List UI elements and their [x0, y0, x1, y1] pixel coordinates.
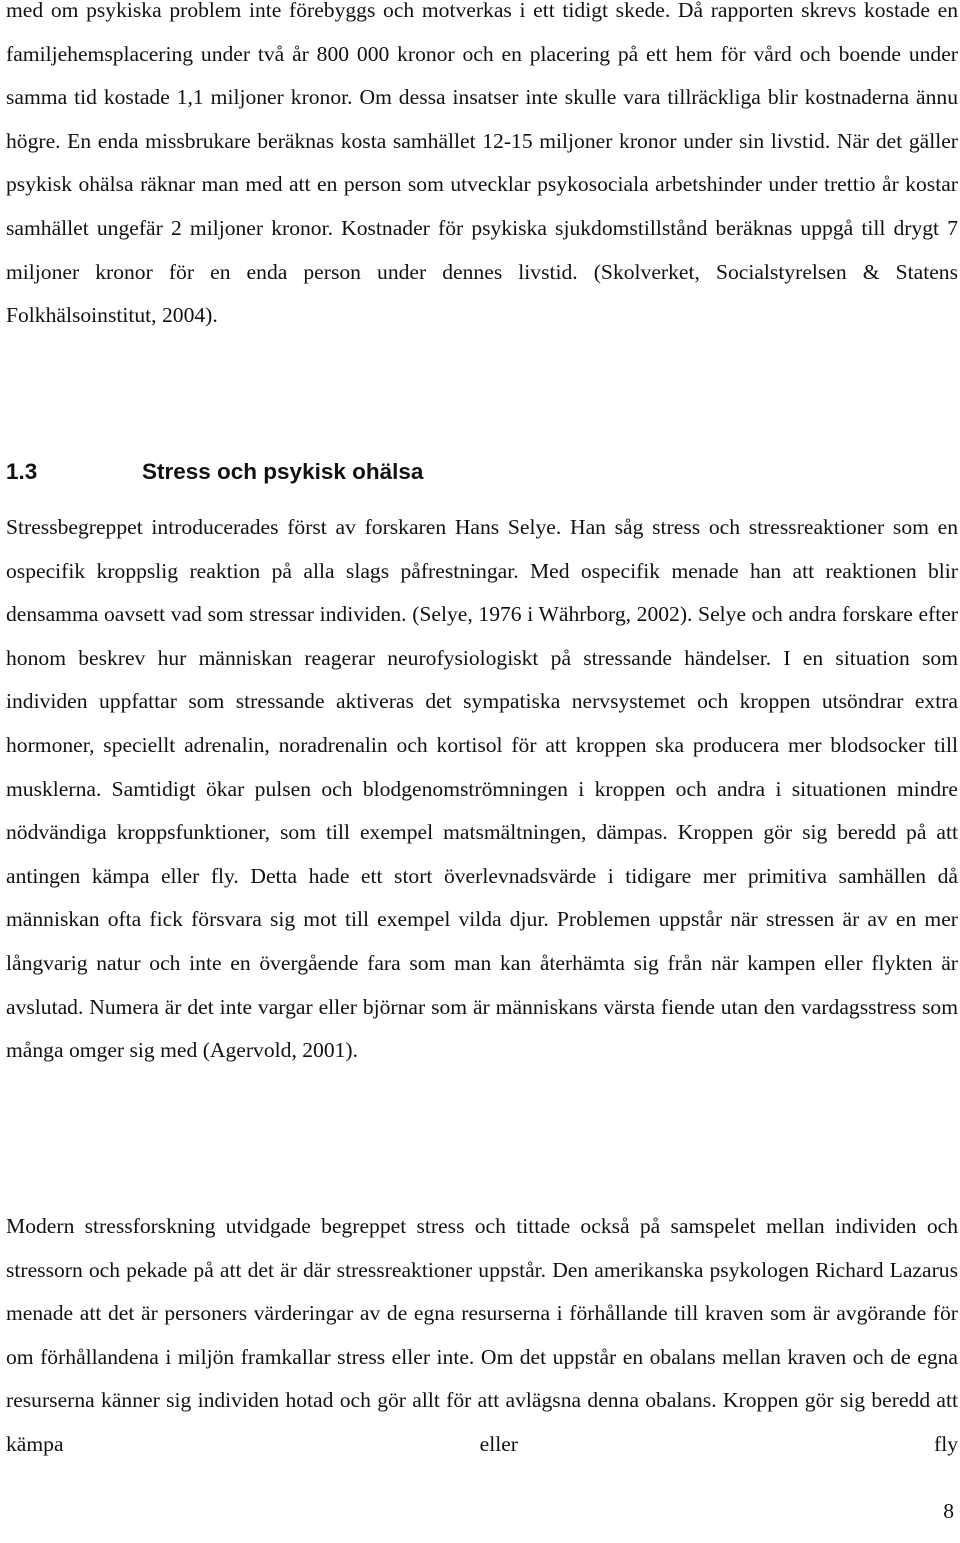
- paragraph-stress-concept: Stressbegreppet introducerades först av forskaren Hans Selye. Han såg stress och stressreaktioner som en ospecifik kroppslig reaktion på alla slags påfrestningar. Med ospecifik menade han att reaktionen blir densamma oavsett vad som stressar individen. (Selye, 1976 i Währborg, 2002). Selye och andra forskare efter honom beskrev hur människan reagerar neurofysiologiskt på stressande händelser. I en situation som individen uppfattar som stressande aktiveras det sympatiska nervsystemet och kroppen utsöndrar extra hormoner, speciellt adrenalin, noradrenalin och kortisol för att kroppen ska producera mer blodsocker till musklerna. Samtidigt ökar pulsen och blodgenomströmningen i kroppen och andra i situationen mindre nödvändiga kroppsfunktioner, som till exempel matsmältningen, dämpas. Kroppen gör sig beredd på att antingen kämpa eller fly. Detta hade ett stort överlevnadsvärde i tidigare mer primitiva samhällen då människan ofta fick försvara sig mot till exempel vilda djur. Problemen uppstår när stressen är av en mer långvarig natur och inte en övergående fara som man kan återhämta sig från när kampen eller flykten är avslutad. Numera är det inte vargar eller björnar som är människans värsta fiende utan den vardagsstress som många omger sig med (Agervold, 2001).: [6, 515, 958, 1063]
- section-number: 1.3: [6, 459, 38, 484]
- section-heading: [6, 456, 946, 488]
- paragraph-modern-stress-research: Modern stressforskning utvidgade begreppet stress och tittade också på samspelet mellan individen och stressorn och pekade på att det är där stressreaktioner uppstår. Den amerikanska psykologen Richard Lazarus menade att det är personers värderingar av de egna resurserna i förhållande till kraven som är avgörande för om förhållandena i miljön framkallar stress eller inte. Om det uppstår en obalans mellan kraven och de egna resurserna känner sig individen hotad och gör allt för att avlägsna denna obalans. Kroppen gör sig beredd att kämpa eller fly: [6, 1214, 958, 1456]
- section-title: Stress och psykisk ohälsa: [142, 459, 424, 484]
- page-number: 8: [943, 1499, 954, 1523]
- paragraph-cost-of-mental-illness: med om psykiska problem inte förebyggs och motverkas i ett tidigt skede. Då rapporten skrevs kostade en familjehemsplacering under två år 800 000 kronor och en placering på ett hem för vård och boende under samma tid kostade 1,1 miljoner kronor. Om dessa insatser inte skulle vara tillräckliga blir kostnaderna ännu högre. En enda missbrukare beräknas kosta samhället 12-15 miljoner kronor under sin livstid. När det gäller psykisk ohälsa räknar man med att en person som utvecklar psykosociala arbetshinder under trettio år kostar samhället ungefär 2 miljoner kronor. Kostnader för psykiska sjukdomstillstånd beräknas uppgå till drygt 7 miljoner kronor för en enda person under dennes livstid. (Skolverket, Socialstyrelsen & Statens Folkhälsoinstitut, 2004).: [6, 0, 958, 328]
